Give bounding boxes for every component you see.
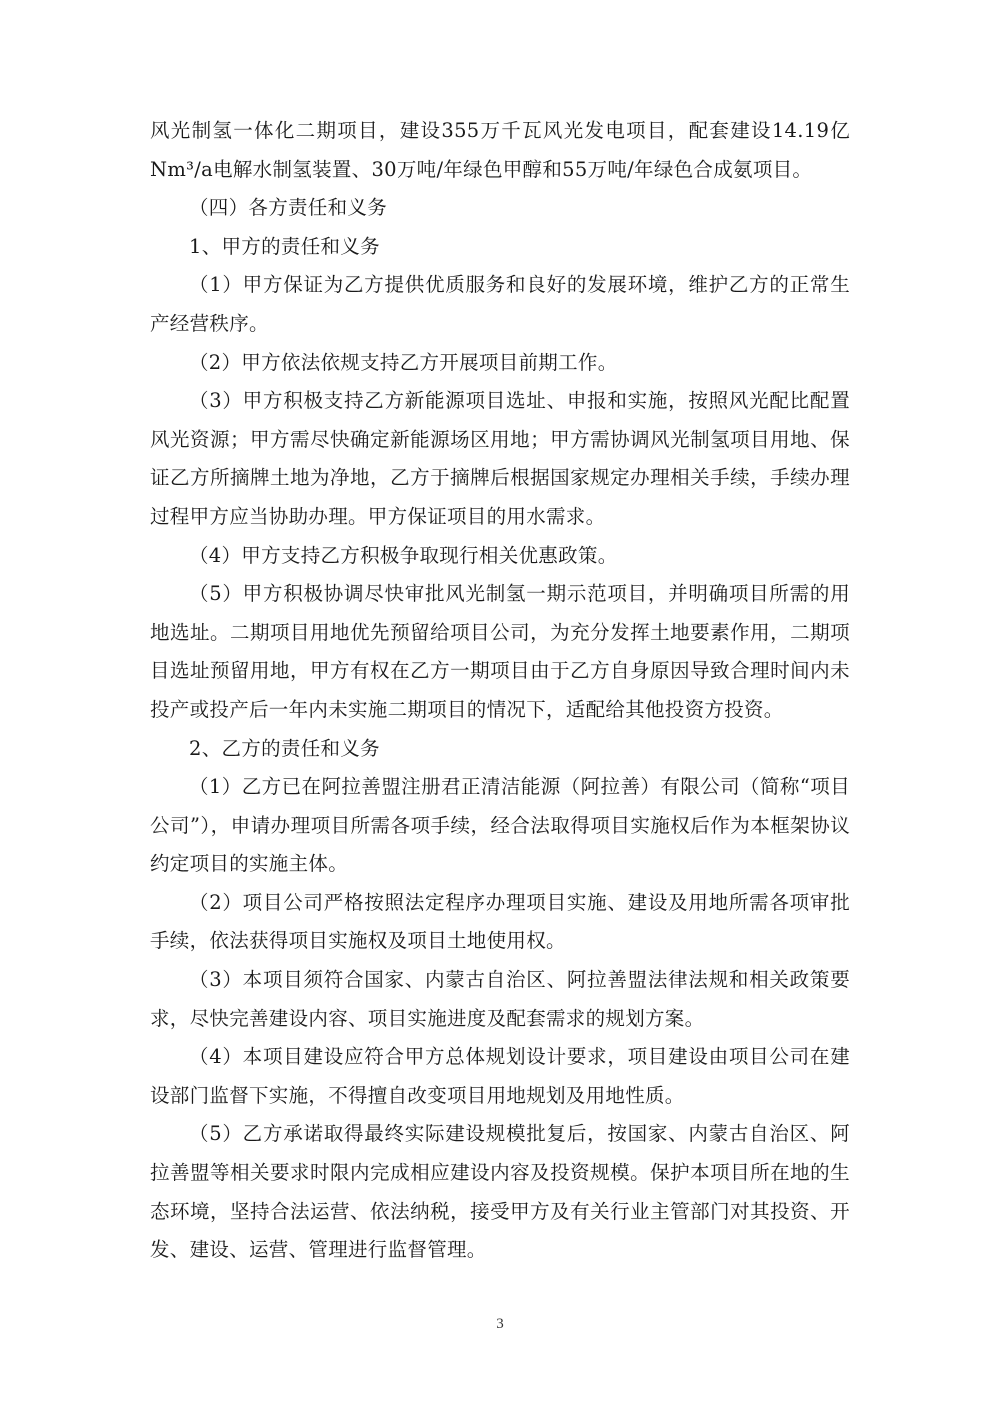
heading-responsibilities: （四）各方责任和义务 xyxy=(189,196,388,220)
party-b-item-3: （3）本项目须符合国家、内蒙古自治区、阿拉善盟法律法规和相关政策要求，尽快完善建设内容、项目实施进度及配套需求的规划方案。 xyxy=(150,968,850,1030)
heading-party-a: 1、甲方的责任和义务 xyxy=(189,234,380,258)
party-b-item-4: （4）本项目建设应符合甲方总体规划设计要求，项目建设由项目公司在建设部门监督下实施，不得擅自改变项目用地规划及用地性质。 xyxy=(150,1045,850,1107)
party-a-item-5: （5）甲方积极协调尽快审批风光制氢一期示范项目，并明确项目所需的用地选址。二期项目用地优先预留给项目公司，为充分发挥土地要素作用，二期项目选址预留用地，甲方有权在乙方一期项目由于乙方自身原因导致合理时间内未投产或投产后一年内未实施二期项目的情况下，适配给其他投资方投资。 xyxy=(150,582,850,721)
document-body xyxy=(150,112,850,1270)
party-b-item-5: （5）乙方承诺取得最终实际建设规模批复后，按国家、内蒙古自治区、阿拉善盟等相关要求时限内完成相应建设内容及投资规模。保护本项目所在地的生态环境，坚持合法运营、依法纳税，接受甲方及有关行业主管部门对其投资、开发、建设、运营、管理进行监督管理。 xyxy=(150,1122,850,1262)
heading-party-b: 2、乙方的责任和义务 xyxy=(189,736,380,760)
party-b-item-1: （1）乙方已在阿拉善盟注册君正清洁能源（阿拉善）有限公司（简称“项目公司”），申请办理项目所需各项手续，经合法取得项目实施权后作为本框架协议约定项目的实施主体。 xyxy=(150,775,850,876)
party-a-item-1: （1）甲方保证为乙方提供优质服务和良好的发展环境，维护乙方的正常生产经营秩序。 xyxy=(150,273,850,335)
party-a-item-4: （4）甲方支持乙方积极争取现行相关优惠政策。 xyxy=(189,543,618,567)
party-a-item-2: （2）甲方依法依规支持乙方开展项目前期工作。 xyxy=(189,350,618,374)
page-number: 3 xyxy=(496,1316,504,1332)
party-a-item-3: （3）甲方积极支持乙方新能源项目选址、申报和实施，按照风光配比配置风光资源；甲方需尽快确定新能源场区用地；甲方需协调风光制氢项目用地、保证乙方所摘牌土地为净地，乙方于摘牌后根据国家规定办理相关手续，手续办理过程甲方应当协助办理。甲方保证项目的用水需求。 xyxy=(150,389,850,528)
paragraph-project-phase-two: 风光制氢一体化二期项目，建设355万千瓦风光发电项目，配套建设14.19亿Nm³/a电解水制氢装置、30万吨/年绿色甲醇和55万吨/年绿色合成氨项目。 xyxy=(150,119,850,181)
party-b-item-2: （2）项目公司严格按照法定程序办理项目实施、建设及用地所需各项审批手续，依法获得项目实施权及项目土地使用权。 xyxy=(150,890,850,953)
